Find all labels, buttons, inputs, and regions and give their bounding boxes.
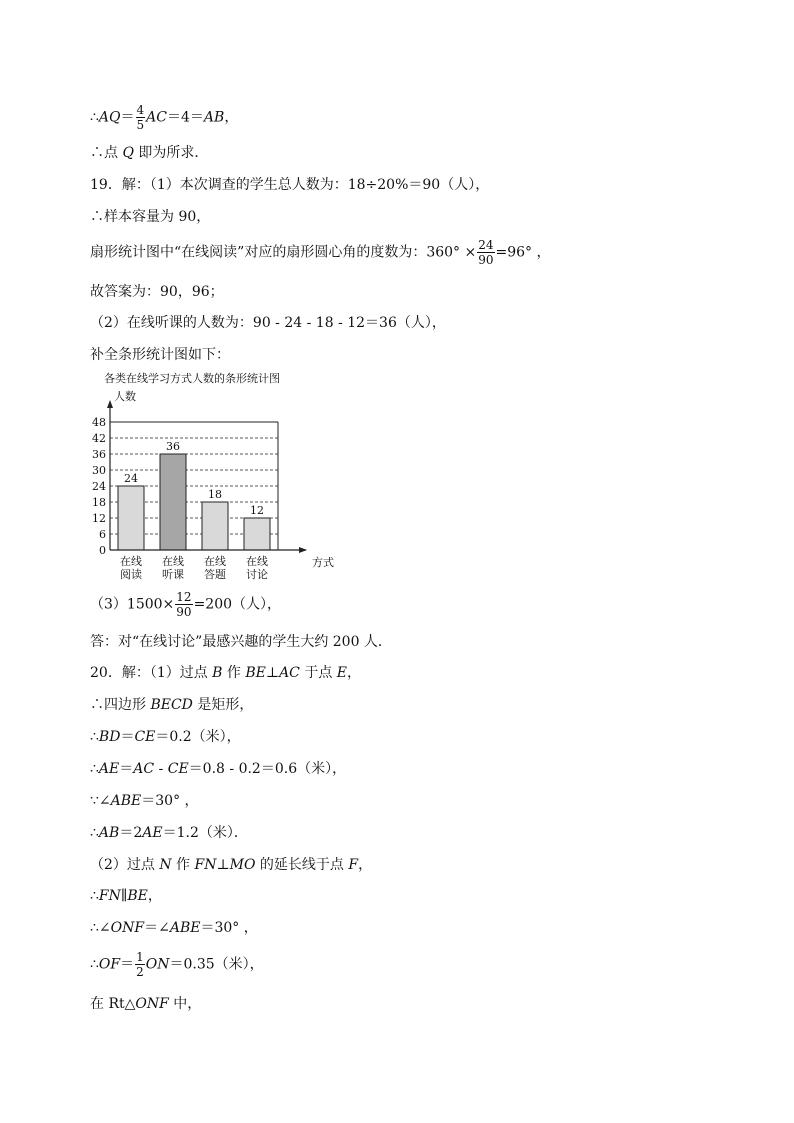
line-sample-size: ∴样本容量为 90， bbox=[90, 209, 211, 225]
y-axis-arrow-icon bbox=[107, 400, 113, 408]
y-tick-label: 24 bbox=[92, 480, 106, 493]
line-bd-ce: ∴BD＝CE＝0.2（米）， bbox=[90, 729, 241, 745]
y-tick-label: 48 bbox=[92, 416, 106, 429]
line-sector-angle: 扇形统计图中“在线阅读”对应的扇形圆心角的度数为：360° × $\frac{24}{90}$ =96° ， bbox=[90, 238, 551, 267]
line-19-1: 19．解：（1）本次调查的学生总人数为：18÷20%＝90（人）， bbox=[90, 177, 490, 193]
line-ab: ∴AB＝2AE＝1.2（米）． bbox=[90, 825, 248, 841]
y-tick-label: 30 bbox=[92, 464, 106, 477]
bar-value-label: 12 bbox=[250, 504, 264, 517]
x-axis-label: 方式 bbox=[312, 556, 334, 569]
category-label: 在线 bbox=[162, 555, 184, 568]
line-19-3: （3）1500× $\frac{12}{90}$ =200（人）， bbox=[90, 590, 282, 619]
line-angle-abe: ∵∠ABE＝30° ， bbox=[90, 793, 199, 809]
y-tick-label: 0 bbox=[99, 544, 106, 557]
bar-value-label: 36 bbox=[166, 440, 180, 453]
category-label: 答题 bbox=[204, 568, 226, 581]
category-label: 在线 bbox=[120, 555, 142, 568]
chart-title: 各类在线学习方式人数的条形统计图 bbox=[104, 372, 280, 385]
y-axis-label: 人数 bbox=[114, 390, 136, 403]
bar bbox=[244, 518, 270, 550]
category-label: 在线 bbox=[246, 555, 268, 568]
line-20-1: 20．解：（1）过点 B 作 BE⊥AC 于点 E， bbox=[90, 665, 362, 681]
y-tick-label: 18 bbox=[92, 496, 106, 509]
bar bbox=[202, 502, 228, 550]
fraction-12-90: $\frac{12}{90}$ bbox=[176, 590, 192, 619]
fraction-4-5: $\frac{4}{5}$ bbox=[136, 103, 145, 132]
y-tick-label: 36 bbox=[92, 448, 106, 461]
x-axis-arrow-icon bbox=[299, 547, 307, 553]
line-answer-200: 答：对“在线讨论”最感兴趣的学生大约 200 人． bbox=[90, 634, 392, 650]
bar-chart bbox=[80, 368, 340, 588]
bar bbox=[118, 486, 144, 550]
line-angle-onf: ∴∠ONF＝∠ABE＝30° ， bbox=[90, 920, 258, 936]
category-label: 听课 bbox=[162, 568, 184, 581]
line-complete-chart: 补全条形统计图如下： bbox=[90, 347, 230, 363]
fraction-1-2: $\frac{1}{2}$ bbox=[136, 950, 144, 979]
line-of: ∴OF＝ $\frac{1}{2}$ ON＝0.35（米）， bbox=[90, 950, 264, 979]
category-label: 讨论 bbox=[246, 568, 268, 581]
line-fn-parallel: ∴FN∥BE， bbox=[90, 888, 162, 904]
y-tick-label: 42 bbox=[92, 432, 106, 445]
y-tick-label: 12 bbox=[92, 512, 106, 525]
line-point-q: ∴点 Q 即为所求． bbox=[90, 145, 209, 161]
bar bbox=[160, 454, 186, 550]
bar-value-label: 18 bbox=[208, 488, 222, 501]
bar-value-label: 24 bbox=[124, 472, 138, 485]
y-tick-label: 6 bbox=[99, 528, 106, 541]
line-aq: ∴AQ＝ $\frac{4}{5}$ AC＝4＝AB， bbox=[90, 103, 239, 132]
category-label: 在线 bbox=[204, 555, 226, 568]
category-label: 阅读 bbox=[120, 568, 142, 581]
line-right-triangle: 在 Rt△ONF 中， bbox=[90, 996, 202, 1012]
fraction-24-90: $\frac{24}{90}$ bbox=[478, 238, 494, 267]
line-ae: ∴AE＝AC - CE＝0.8 - 0.2＝0.6（米）， bbox=[90, 761, 347, 777]
line-19-2: （2）在线听课的人数为：90 - 24 - 18 - 12＝36（人）， bbox=[90, 315, 446, 331]
line-20-2: （2）过点 N 作 FN⊥MO 的延长线于点 F， bbox=[90, 857, 373, 873]
line-answer-90-96: 故答案为：90，96； bbox=[90, 284, 224, 300]
line-rectangle: ∴四边形 BECD 是矩形， bbox=[90, 697, 254, 713]
